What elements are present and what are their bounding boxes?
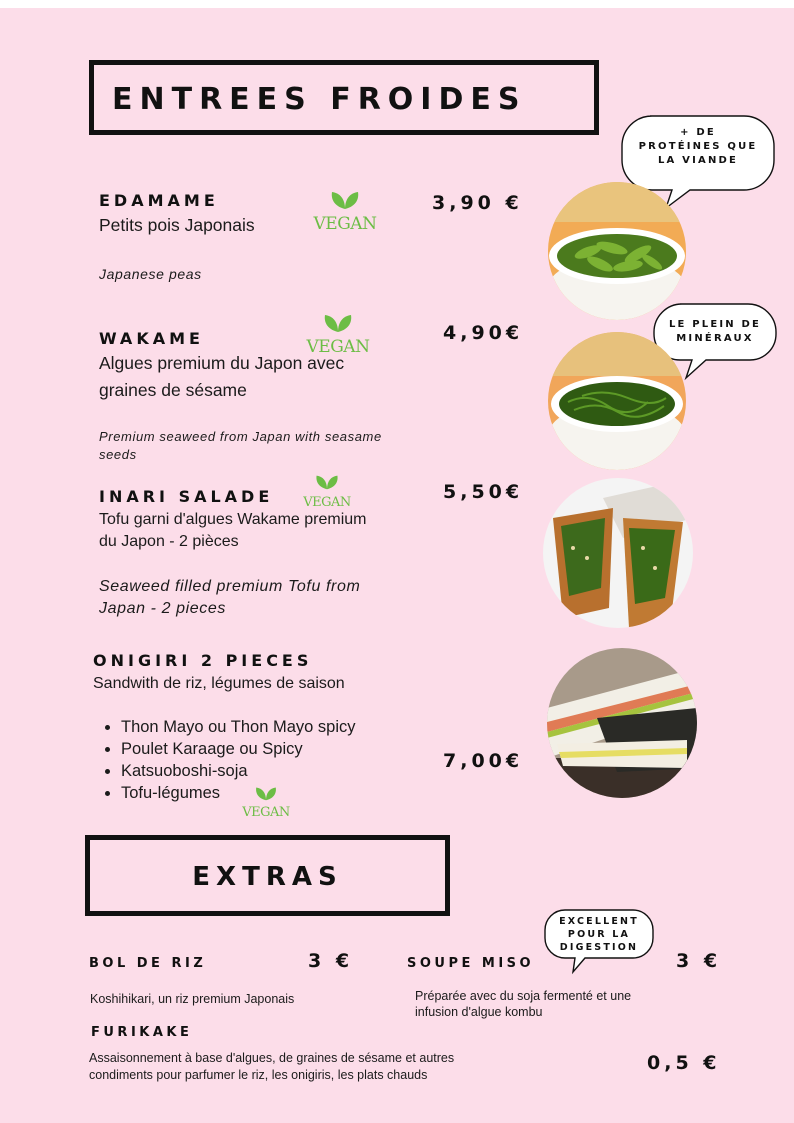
extra-name-rice: BOL DE RIZ (89, 956, 207, 971)
list-item: • Thon Mayo ou Thon Mayo spicy (121, 716, 355, 738)
bubble-digestion-line-1: EXCELLENT (559, 916, 639, 927)
item-price-inari: 5,50€ (443, 481, 524, 503)
item-price-wakame: 4,90€ (443, 322, 524, 344)
vegan-badge (303, 313, 373, 357)
item-desc-en-inari-2: Japan - 2 pieces (99, 600, 227, 617)
photo-edamame (548, 182, 686, 320)
bubble-minerals-line-1: LE PLEIN DE (668, 319, 762, 330)
item-desc-en-edamame: Japanese peas (99, 266, 202, 282)
item-name-edamame: EDAMAME (99, 191, 219, 210)
bubble-digestion-line-2: POUR LA (567, 929, 631, 940)
menu-page (0, 8, 794, 1123)
item-name-onigiri: ONIGIRI 2 PIECES (93, 651, 313, 670)
vegan-label: VEGAN (242, 805, 290, 820)
leaf-icon (321, 313, 355, 333)
bubble-protein-line-3: LA VIANDE (657, 155, 739, 166)
leaf-icon (253, 786, 279, 801)
item-desc-fr-onigiri: Sandwith de riz, légumes de saison (93, 675, 345, 692)
leaf-icon (313, 474, 341, 490)
item-desc-en-wakame-2: seeds (99, 447, 137, 462)
photo-onigiri (547, 648, 697, 798)
extra-name-miso: SOUPE MISO (407, 956, 535, 971)
bubble-digestion-line-3: DIGESTION (559, 942, 639, 953)
extra-desc-miso-1: Préparée avec du soja fermenté et une (415, 989, 632, 1003)
extra-desc-rice: Koshihikari, un riz premium Japonais (90, 992, 295, 1006)
extra-price-miso: 3 € (676, 950, 722, 972)
item-desc-fr-wakame-2: graines de sésame (99, 380, 247, 400)
item-desc-fr-inari-1: Tofu garni d'algues Wakame premium (99, 511, 367, 528)
vegan-badge (310, 190, 380, 234)
list-item: • Katsuoboshi-soja (121, 760, 355, 782)
vegan-label: VEGAN (303, 495, 351, 510)
extra-desc-miso-2: infusion d'algue kombu (415, 1005, 543, 1019)
list-item: • Poulet Karaage ou Spicy (121, 738, 355, 760)
bubble-protein-line-2: PROTÉINES QUE (638, 141, 758, 152)
section-title-box (89, 60, 599, 135)
extra-name-furikake: FURIKAKE (91, 1025, 193, 1040)
vegan-label: VEGAN (313, 214, 377, 234)
speech-bubble-digestion (543, 908, 655, 976)
section-title-extras: EXTRAS (192, 862, 343, 892)
item-desc-fr-inari-2: du Japon - 2 pièces (99, 533, 239, 550)
item-name-wakame: WAKAME (99, 329, 204, 348)
photo-inari (543, 478, 693, 628)
photo-wakame (548, 332, 686, 470)
item-price-onigiri: 7,00€ (443, 750, 524, 772)
onigiri-options-list (93, 716, 355, 804)
leaf-icon (328, 190, 362, 210)
extra-desc-furikake-1: Assaisonnement à base d'algues, de graines de sésame et autres (89, 1051, 455, 1065)
item-name-inari: INARI SALADE (99, 487, 274, 506)
item-desc-en-wakame-1: Premium seaweed from Japan with seasame (99, 429, 382, 444)
item-desc-en-inari-1: Seaweed filled premium Tofu from (99, 578, 361, 595)
vegan-label: VEGAN (306, 337, 370, 357)
bubble-protein-line-1: + DE (680, 127, 716, 138)
extra-desc-furikake-2: condiments pour parfumer le riz, les onigiris, les plats chauds (89, 1068, 428, 1082)
extra-price-rice: 3 € (308, 950, 354, 972)
list-item: • Tofu-légumes (121, 782, 355, 804)
extra-price-furikake: 0,5 € (647, 1052, 721, 1074)
vegan-badge (236, 786, 296, 820)
section-title-box (85, 835, 450, 916)
item-desc-fr-wakame-1: Algues premium du Japon avec (99, 353, 345, 373)
bubble-minerals-line-2: MINÉRAUX (676, 333, 754, 344)
item-price-edamame: 3,90 € (432, 192, 523, 214)
section-title-cold-starters: ENTREES FROIDES (112, 82, 527, 117)
item-desc-fr-edamame: Petits pois Japonais (99, 215, 255, 235)
vegan-badge (296, 474, 358, 510)
